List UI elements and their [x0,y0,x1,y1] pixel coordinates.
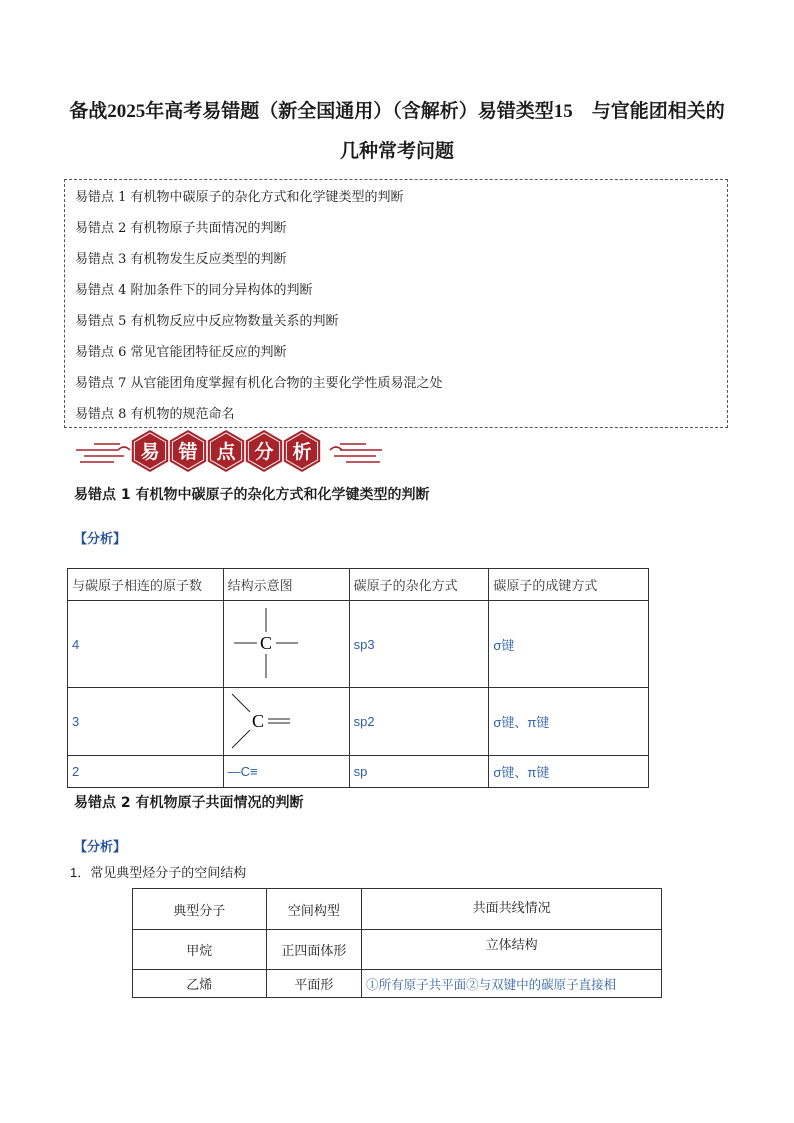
carbon-symbol: C [259,633,272,653]
structure-cell [223,601,349,688]
toc-item: 易错点 1 有机物中碳原子的杂化方式和化学键类型的判断 [75,190,404,205]
table-header-row [68,569,649,601]
bond-cell: σ键、π键 [489,688,649,756]
sp3-carbon-diagram [228,604,338,684]
table-header-cell: 碳原子的成键方式 [489,569,649,601]
bond-cell: σ键 [489,601,649,688]
table-header-cell: 碳原子的杂化方式 [349,569,489,601]
hybrid-cell: sp2 [349,688,489,756]
sp2-carbon-diagram [228,690,338,754]
toc-item: 易错点 4 附加条件下的同分异构体的判断 [75,283,313,298]
molecule-cell: 甲烷 [133,930,267,970]
hydrocarbon-table [132,888,662,998]
desc-cell: ①所有原子共平面②与双键中的碳原子直接相 [362,970,662,998]
banner-char: 易 [140,441,160,463]
table-row [133,930,662,970]
molecule-cell: 乙烯 [133,970,267,998]
banner-right-ornament [330,444,382,462]
structure-cell: —C≡ [223,756,349,788]
table-header-cell: 结构示意图 [223,569,349,601]
page-title: 备战2025年高考易错题（新全国通用）（含解析）易错类型15 与官能团相关的几种常考问题 [69,101,725,162]
toc-item: 易错点 6 常见官能团特征反应的判断 [75,345,287,360]
banner-char: 分 [254,441,274,463]
table-header-cell: 共面共线情况 [362,889,662,930]
toc-box [64,179,728,428]
table-row [68,688,649,756]
atom-count-cell: 3 [68,688,224,756]
banner-left-ornament [76,444,130,462]
bond-cell: σ键、π键 [489,756,649,788]
section1-heading: 易错点 1 有机物中碳原子的杂化方式和化学键类型的判断 [74,487,430,503]
toc-item: 易错点 3 有机物发生反应类型的判断 [75,252,287,267]
toc-item: 易错点 2 有机物原子共面情况的判断 [75,221,287,236]
carbon-symbol: C [251,710,264,731]
hybrid-cell: sp [349,756,489,788]
table-header-cell: 空间构型 [266,889,362,930]
section1-analysis-label: 【分析】 [74,532,127,547]
section2-heading: 易错点 2 有机物原子共面情况的判断 [74,795,304,811]
banner-char: 析 [292,441,312,463]
banner-char: 点 [216,441,236,463]
shape-cell: 正四面体形 [266,930,362,970]
desc-cell: 立体结构 [362,930,662,970]
table-header-row [133,889,662,930]
section2-analysis-label: 【分析】 [74,840,127,855]
toc-item: 易错点 8 有机物的规范命名 [75,407,235,422]
banner-char: 错 [178,441,198,463]
section2-subheading: 1．常见典型烃分子的空间结构 [70,865,247,880]
atom-count-cell: 4 [68,601,224,688]
section-banner [74,426,386,476]
hybrid-cell: sp3 [349,601,489,688]
table-header-cell: 与碳原子相连的原子数 [68,569,224,601]
hybridization-table [67,568,649,788]
toc-item: 易错点 7 从官能团角度掌握有机化合物的主要化学性质易混之处 [75,376,443,391]
toc-item: 易错点 5 有机物反应中反应物数量关系的判断 [75,314,339,329]
table-header-cell: 典型分子 [133,889,267,930]
table-row [68,756,649,788]
shape-cell: 平面形 [266,970,362,998]
table-row [133,970,662,998]
structure-cell [223,688,349,756]
table-row [68,601,649,688]
atom-count-cell: 2 [68,756,224,788]
